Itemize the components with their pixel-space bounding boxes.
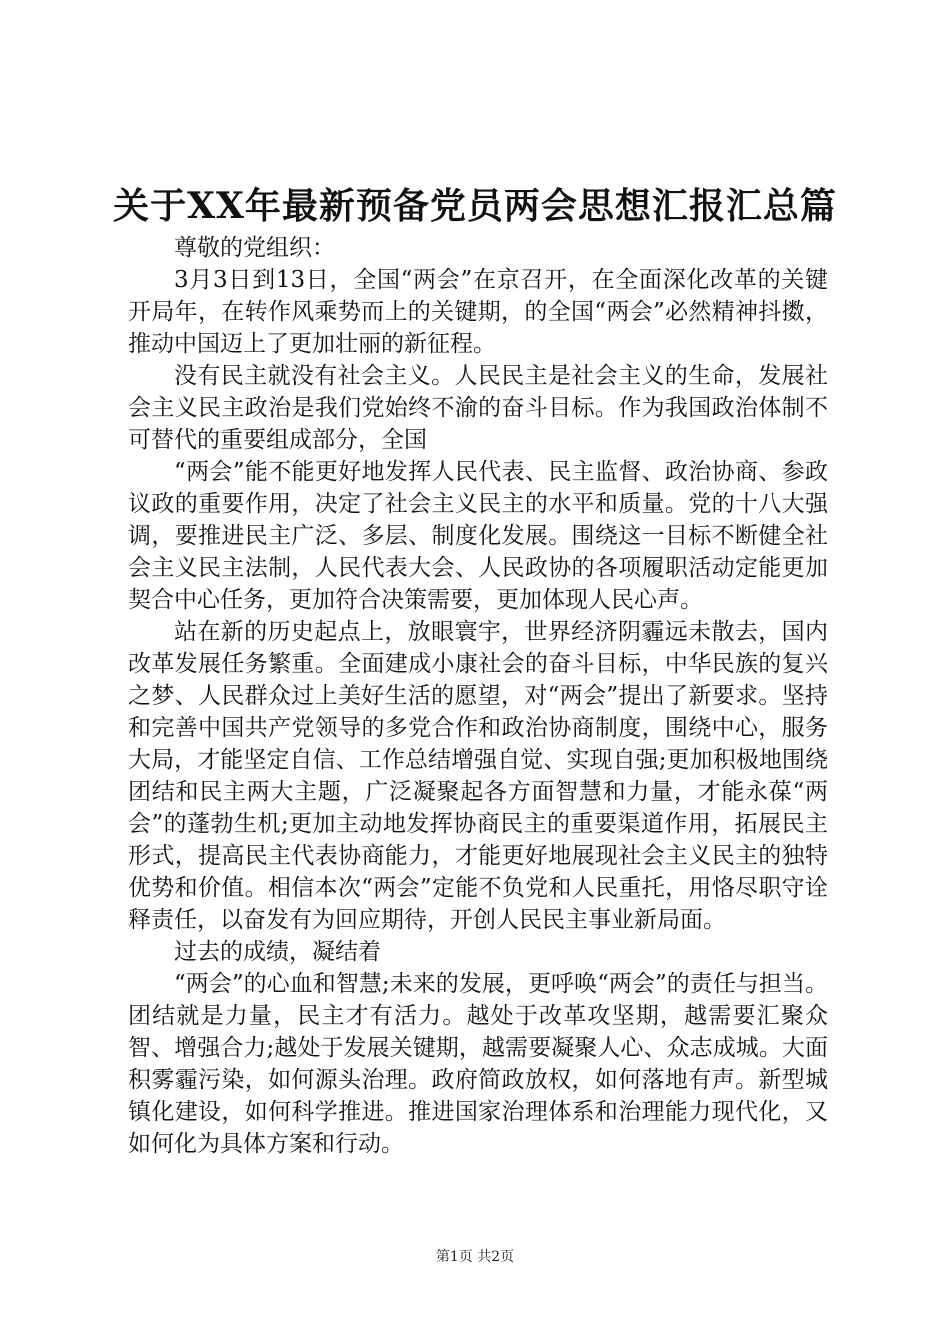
paragraph-6: “两会”的心血和智慧;未来的发展，更呼唤“两会”的责任与担当。团结就是力量，民主才有活力。越处于改革攻坚期，越需要汇聚众智、增强合力;越处于发展关键期，越需要凝聚人心、众志成城。大面积雾霾污染，如何源头治理。政府简政放权，如何落地有声。新型城镇化建设，如何科学推进。推进国家治理体系和治理能力现代化，又如何化为具体方案和行动。 (128, 971, 828, 1157)
paragraph-1: 3月3日到13日，全国“两会”在京召开，在全面深化改革的关键开局年，在转作风乘势而上的关键期，的全国“两会”必然精神抖擞，推动中国迈上了更加壮丽的新征程。 (128, 267, 828, 357)
paragraph-5: 过去的成绩，凝结着 (174, 939, 381, 965)
salutation: 尊敬的党组织： (174, 235, 335, 261)
paragraph-2: 没有民主就没有社会主义。人民民主是社会主义的生命，发展社会主义民主政治是我们党始终不渝的奋斗目标。作为我国政治体制不可替代的重要组成部分，全国 (128, 363, 828, 453)
page-footer: 第1页 共2页 (435, 1249, 515, 1265)
paragraph-4: 站在新的历史起点上，放眼寰宇，世界经济阴霾远未散去，国内改革发展任务繁重。全面建成小康社会的奋斗目标，中华民族的复兴之梦、人民群众过上美好生活的愿望，对“两会”提出了新要求。坚持和完善中国共产党领导的多党合作和政治协商制度，围绕中心，服务大局，才能坚定自信、工作总结增强自觉、实现自强;更加积极地围绕团结和民主两大主题，广泛凝聚起各方面智慧和力量，才能永葆“两会”的蓬勃生机;更加主动地发挥协商民主的重要渠道作用，拓展民主形式，提高民主代表协商能力，才能更好地展现社会主义民主的独特优势和价值。相信本次“两会”定能不负党和人民重托，用恪尽职守诠释责任，以奋发有为回应期待，开创人民民主事业新局面。 (128, 619, 828, 933)
document-body (128, 232, 828, 1160)
paragraph-3: “两会”能不能更好地发挥人民代表、民主监督、政治协商、参政议政的重要作用，决定了社会主义民主的水平和质量。党的十八大强调，要推进民主广泛、多层、制度化发展。围绕这一目标不断健全社会主义民主法制，人民代表大会、人民政协的各项履职活动定能更加契合中心任务，更加符合决策需要，更加体现人民心声。 (128, 459, 828, 613)
document-title: 关于XX年最新预备党员两会思想汇报汇总篇 (113, 185, 837, 227)
